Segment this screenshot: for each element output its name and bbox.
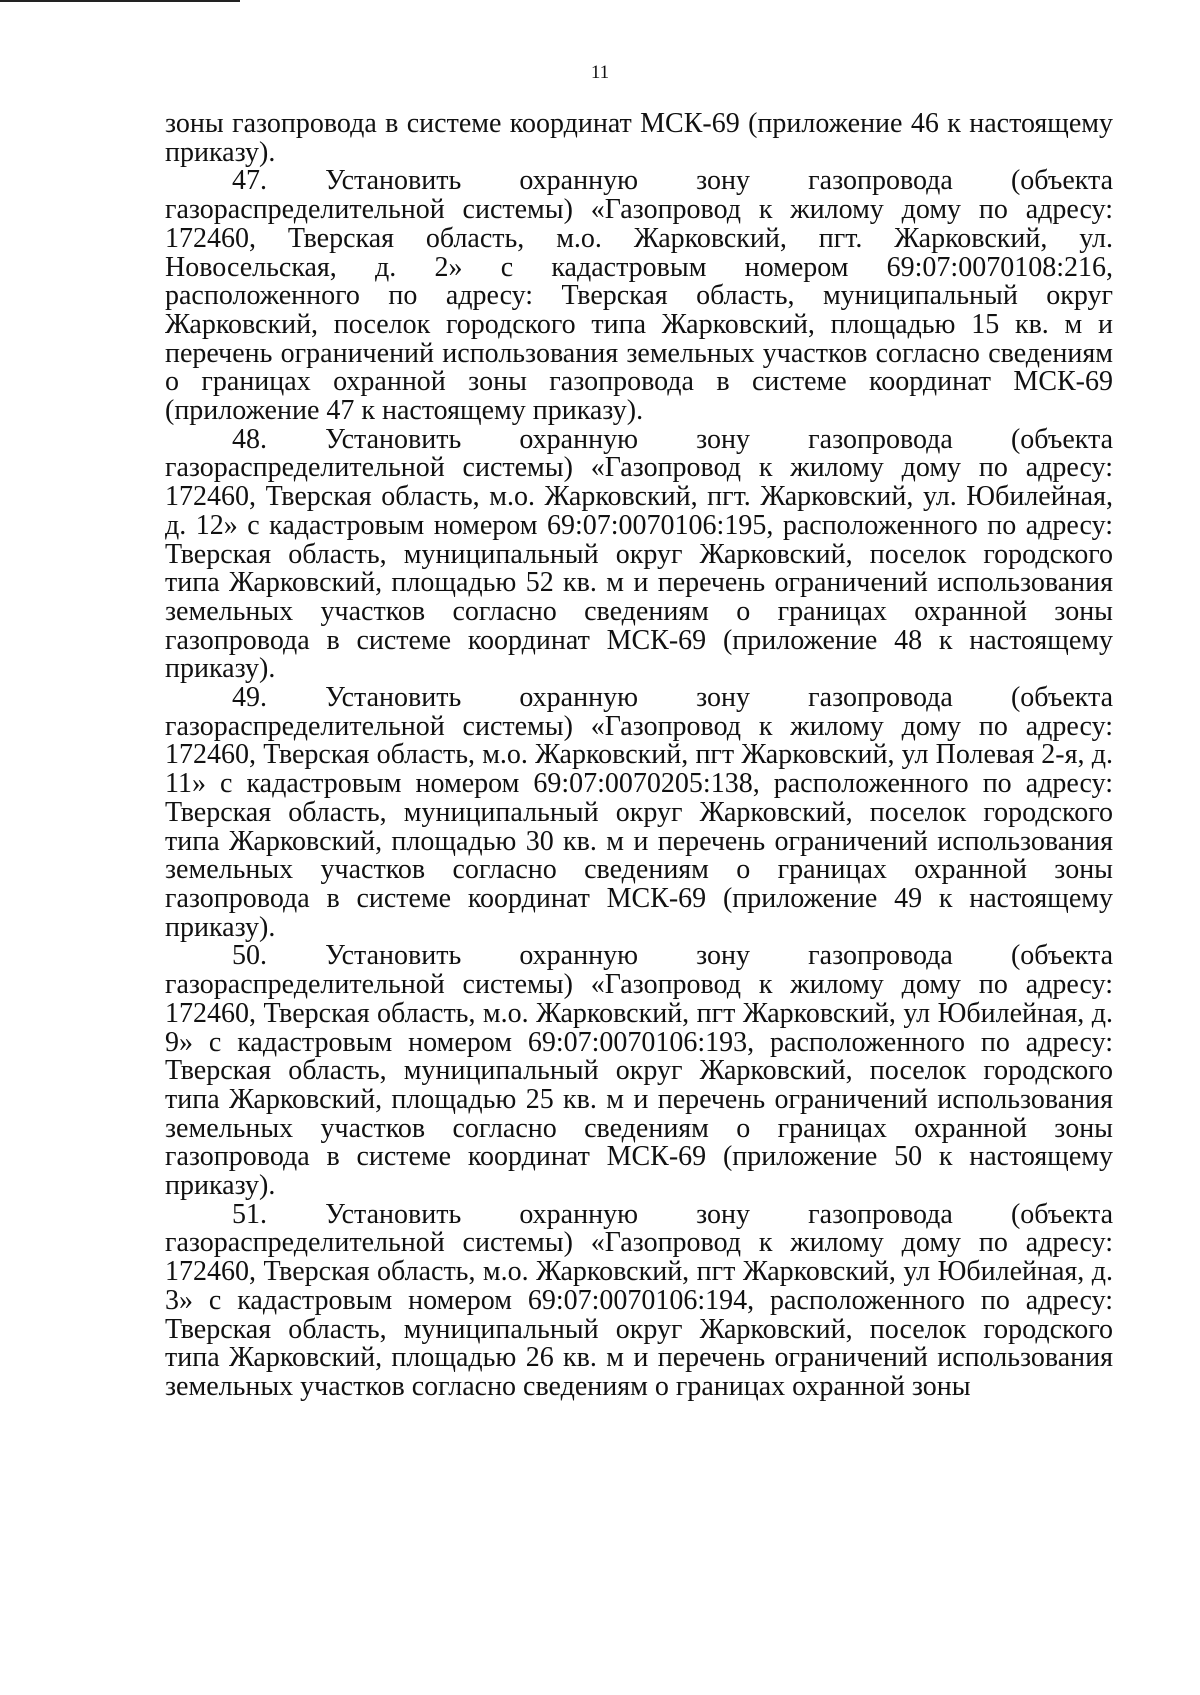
document-body [165, 110, 1113, 1402]
scan-edge-line [0, 0, 240, 2]
paragraph-item-49: 49. Установить охранную зону газопровода (объекта газораспределительной системы) «Газопровод к жилому дому по адресу: 172460, Тверская область, м.о. Жарковский, пгт Жарковский, ул Полевая 2-я, д. 11» с кадастровым номером 69:07:0070205:138, расположенного по адресу: Тверская область, муниципальный округ Жарковский, поселок городского типа Жарковский, площадью 30 кв. м и перечень ограничений использования земельных участков согласно сведениям о границах охранной зоны газопровода в системе координат МСК-69 (приложение 49 к настоящему приказу). [165, 682, 1113, 943]
paragraph-item-48: 48. Установить охранную зону газопровода (объекта газораспределительной системы) «Газопровод к жилому дому по адресу: 172460, Тверская область, м.о. Жарковский, пгт. Жарковский, ул. Юбилейная, д. 12» с кадастровым номером 69:07:0070106:195, расположенного по адресу: Тверская область, муниципальный округ Жарковский, поселок городского типа Жарковский, площадью 52 кв. м и перечень ограничений использования земельных участков согласно сведениям о границах охранной зоны газопровода в системе координат МСК-69 (приложение 48 к настоящему приказу). [165, 423, 1113, 685]
paragraph-item-50: 50. Установить охранную зону газопровода (объекта газораспределительной системы) «Газопровод к жилому дому по адресу: 172460, Тверская область, м.о. Жарковский, пгт Жарковский, ул Юбилейная, д. 9» с кадастровым номером 69:07:0070106:193, расположенного по адресу: Тверская область, муниципальный округ Жарковский, поселок городского типа Жарковский, площадью 25 кв. м и перечень ограничений использования земельных участков согласно сведениям о границах охранной зоны газопровода в системе координат МСК-69 (приложение 50 к настоящему приказу). [165, 940, 1113, 1202]
page-number: 11 [590, 62, 610, 83]
paragraph-item-51: 51. Установить охранную зону газопровода (объекта газораспределительной системы) «Газопровод к жилому дому по адресу: 172460, Тверская область, м.о. Жарковский, пгт Жарковский, ул Юбилейная, д. 3» с кадастровым номером 69:07:0070106:194, расположенного по адресу: Тверская область, муниципальный округ Жарковский, поселок городского типа Жарковский, площадью 26 кв. м и перечень ограничений использования земельных участков согласно сведениям о границах охранной зоны [165, 1198, 1113, 1402]
paragraph-item-47: 47. Установить охранную зону газопровода (объекта газораспределительной системы) «Газопровод к жилому дому по адресу: 172460, Тверская область, м.о. Жарковский, пгт. Жарковский, ул. Новосельская, д. 2» с кадастровым номером 69:07:0070108:216, расположенного по адресу: Тверская область, муниципальный округ Жарковский, поселок городского типа Жарковский, площадью 15 кв. м и перечень ограничений использования земельных участков согласно сведениям о границах охранной зоны газопровода в системе координат МСК-69 (приложение 47 к настоящему приказу). [165, 165, 1113, 427]
paragraph-continuation: зоны газопровода в системе координат МСК-69 (приложение 46 к настоящему приказу). [165, 108, 1113, 168]
